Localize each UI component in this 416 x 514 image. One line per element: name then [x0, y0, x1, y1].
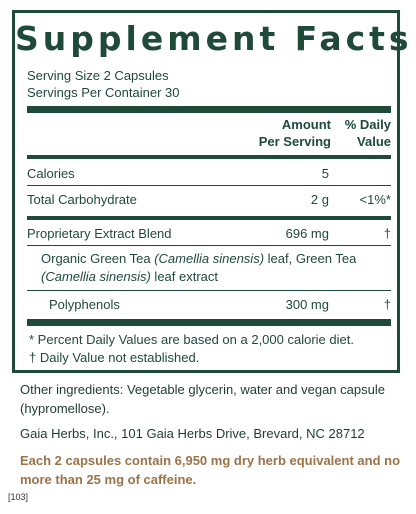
- daily-value-header: % Daily Value: [344, 117, 391, 149]
- row-carbohydrate-name: Total Carbohydrate: [27, 192, 137, 207]
- row-blend-amount: 696 mg: [285, 226, 329, 241]
- row-polyphenols-dv: †: [383, 297, 391, 312]
- divider: [27, 245, 391, 246]
- serving-size: Serving Size 2 Capsules: [27, 68, 169, 83]
- divider: [27, 185, 391, 186]
- supplement-facts-panel: [12, 10, 413, 373]
- divider: [27, 290, 391, 291]
- footnote-daily-values: * Percent Daily Values are based on a 2,000 calorie diet.: [29, 332, 354, 347]
- row-polyphenols-name: Polyphenols: [49, 297, 120, 312]
- divider-medium: [27, 155, 391, 159]
- company-address: Gaia Herbs, Inc., 101 Gaia Herbs Drive, Brevard, NC 28712: [20, 426, 365, 441]
- equivalent-note: Each 2 capsules contain 6,950 mg dry herb equivalent and no more than 25 mg of caffeine.: [20, 453, 401, 487]
- row-calories-amount: 5: [321, 166, 329, 181]
- amount-header: Amount Per Serving: [258, 117, 331, 149]
- footnote-not-established: † Daily Value not established.: [29, 350, 200, 365]
- row-carbohydrate-amount: 2 g: [310, 192, 329, 207]
- divider-thick: [27, 106, 391, 113]
- blend-description-line2: (Camellia sinensis) leaf extract: [41, 269, 219, 284]
- row-blend-dv: †: [383, 226, 391, 241]
- divider-thick: [27, 319, 391, 326]
- panel-title: Supplement Facts: [15, 19, 413, 58]
- other-ingredients: Other ingredients: Vegetable glycerin, water and vegan capsule (hypromellose).: [20, 382, 385, 416]
- blend-description-line1: Organic Green Tea (Camellia sinensis) leaf, Green Tea: [41, 251, 357, 266]
- row-polyphenols-amount: 300 mg: [285, 297, 329, 312]
- divider-medium: [27, 216, 391, 220]
- servings-per-container: Servings Per Container 30: [27, 85, 180, 100]
- row-calories-name: Calories: [27, 166, 75, 181]
- label-code: [103]: [8, 492, 29, 502]
- row-carbohydrate-dv: <1%*: [359, 192, 391, 207]
- row-blend-name: Proprietary Extract Blend: [27, 226, 172, 241]
